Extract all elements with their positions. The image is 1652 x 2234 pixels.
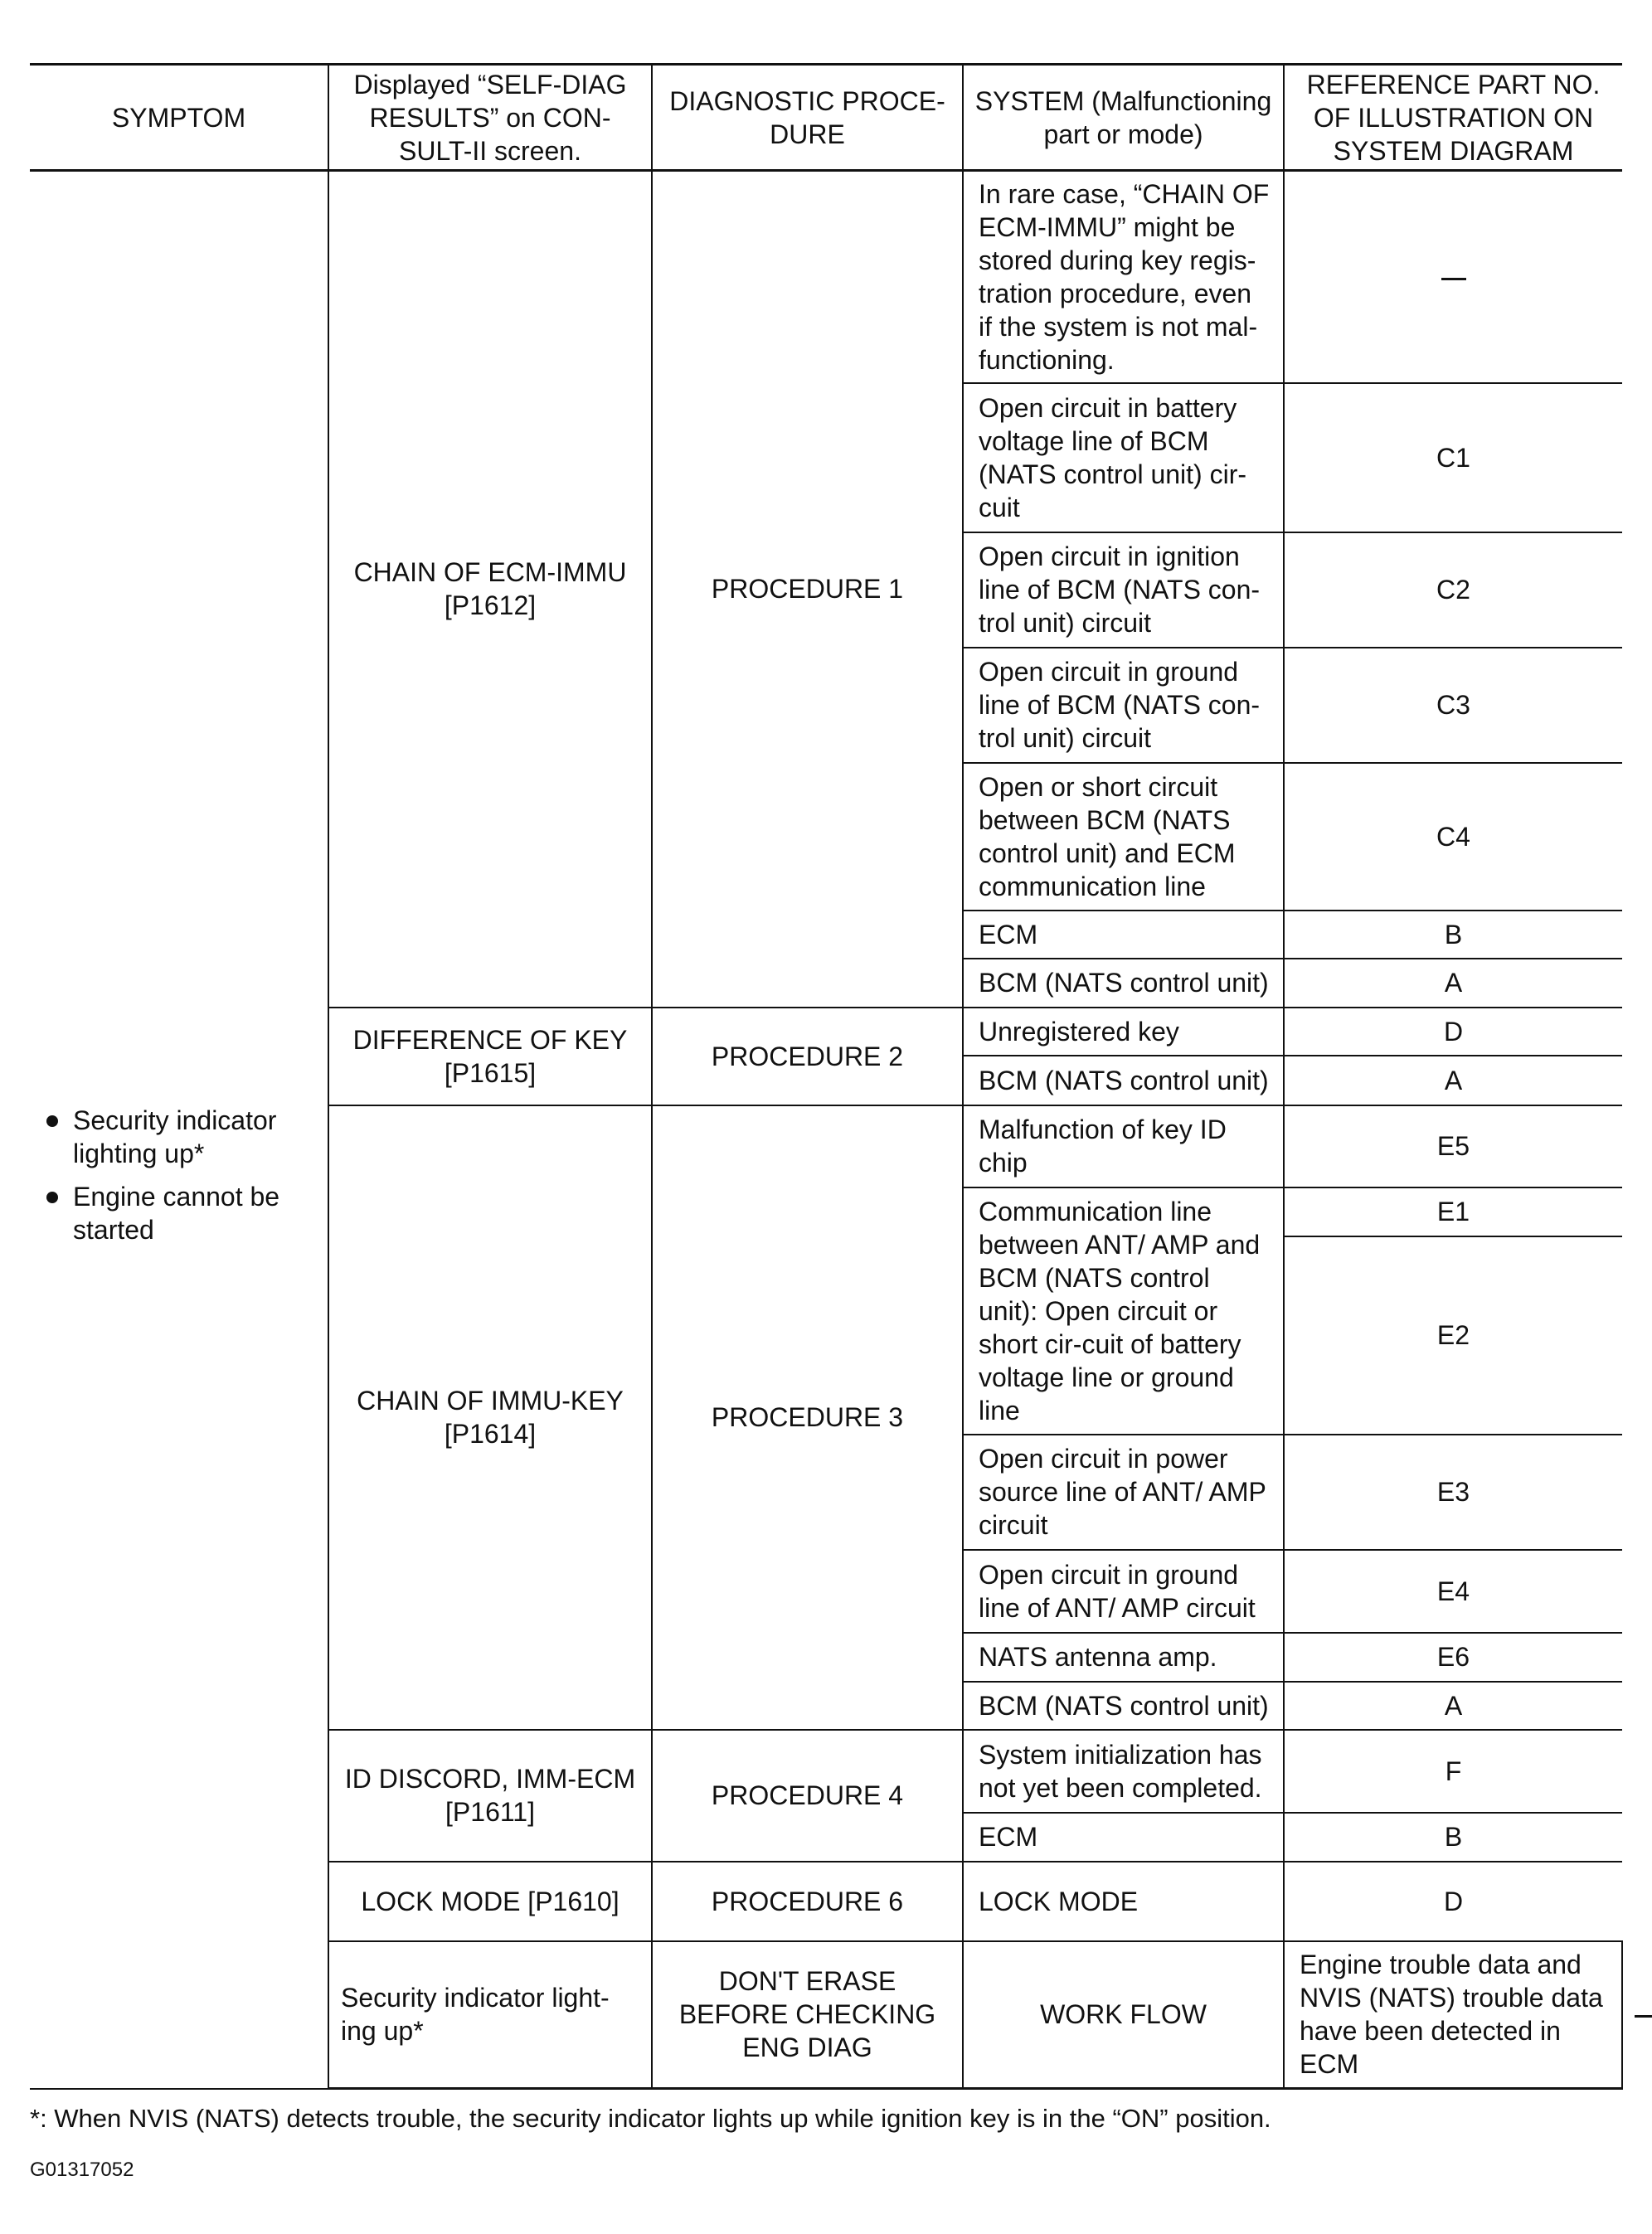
figure-id: G01317052 bbox=[30, 2159, 134, 2181]
reference-cell: D bbox=[1284, 1862, 1622, 1941]
system-cell: Open or short circuit between BCM (NATS control unit) and ECM communication line bbox=[963, 763, 1284, 911]
reference-cell: A bbox=[1284, 959, 1622, 1008]
symptom-list bbox=[41, 1104, 316, 1246]
system-cell: Malfunction of key ID chip bbox=[963, 1105, 1284, 1187]
system-cell: Open circuit in battery voltage line of BCM (NATS control unit) cir-cuit bbox=[963, 383, 1284, 532]
system-cell: Open circuit in ignition line of BCM (NATS con-trol unit) circuit bbox=[963, 532, 1284, 648]
system-cell: Open circuit in power source line of ANT/ AMP circuit bbox=[963, 1435, 1284, 1550]
self-diag-result-cell: CHAIN OF ECM-IMMU [P1612] bbox=[328, 171, 652, 1008]
self-diag-result-cell: CHAIN OF IMMU-KEY [P1614] bbox=[328, 1105, 652, 1730]
reference-cell: C3 bbox=[1284, 648, 1622, 763]
header-self-diag-results: Displayed “SELF-DIAG RESULTS” on CON-SULT-II screen. bbox=[328, 65, 652, 171]
symptom-item: Security indicator lighting up* bbox=[41, 1104, 316, 1170]
procedure-cell: PROCEDURE 1 bbox=[652, 171, 963, 1008]
system-cell: BCM (NATS control unit) bbox=[963, 1682, 1284, 1730]
header-symptom: SYMPTOM bbox=[30, 65, 328, 171]
header-system: SYSTEM (Malfunctioning part or mode) bbox=[963, 65, 1284, 171]
reference-cell: B bbox=[1284, 1813, 1622, 1862]
self-diag-result-cell: DON'T ERASE BEFORE CHECKING ENG DIAG bbox=[652, 1941, 963, 2089]
table-row bbox=[30, 171, 1622, 383]
self-diag-result-cell: ID DISCORD, IMM-ECM [P1611] bbox=[328, 1730, 652, 1862]
system-cell: LOCK MODE bbox=[963, 1862, 1284, 1941]
header-diagnostic-procedure: DIAGNOSTIC PROCE-DURE bbox=[652, 65, 963, 171]
system-cell: System initialization has not yet been completed. bbox=[963, 1730, 1284, 1813]
system-cell: Unregistered key bbox=[963, 1008, 1284, 1056]
self-diag-result-cell: LOCK MODE [P1610] bbox=[328, 1862, 652, 1941]
system-cell: Open circuit in ground line of BCM (NATS con-trol unit) circuit bbox=[963, 648, 1284, 763]
system-cell: NATS antenna amp. bbox=[963, 1633, 1284, 1682]
reference-cell: F bbox=[1284, 1730, 1622, 1813]
reference-cell: E4 bbox=[1284, 1550, 1622, 1633]
system-cell: ECM bbox=[963, 1813, 1284, 1862]
symptom-cell bbox=[30, 171, 328, 2089]
system-cell: In rare case, “CHAIN OF ECM-IMMU” might be stored during key regis-tration procedure, even if the system is not mal-functioning. bbox=[963, 171, 1284, 383]
reference-cell: E1 bbox=[1284, 1187, 1622, 1236]
reference-cell: A bbox=[1284, 1056, 1622, 1105]
dash-mark bbox=[1635, 2015, 1652, 2018]
symptom-item: Engine cannot be started bbox=[41, 1180, 316, 1246]
system-cell: BCM (NATS control unit) bbox=[963, 959, 1284, 1008]
reference-cell: E6 bbox=[1284, 1633, 1622, 1682]
procedure-cell: WORK FLOW bbox=[963, 1941, 1284, 2089]
system-cell: Engine trouble data and NVIS (NATS) trouble data have been detected in ECM bbox=[1284, 1941, 1622, 2089]
system-cell: ECM bbox=[963, 911, 1284, 959]
procedure-cell: PROCEDURE 4 bbox=[652, 1730, 963, 1862]
reference-cell: C1 bbox=[1284, 383, 1622, 532]
reference-cell: E3 bbox=[1284, 1435, 1622, 1550]
diagnosis-table bbox=[30, 63, 1622, 2090]
reference-cell: B bbox=[1284, 911, 1622, 959]
reference-cell: D bbox=[1284, 1008, 1622, 1056]
footnote: *: When NVIS (NATS) detects trouble, the security indicator lights up while ignition key is in the “ON” position. bbox=[30, 2104, 1271, 2133]
procedure-cell: PROCEDURE 3 bbox=[652, 1105, 963, 1730]
reference-cell: C4 bbox=[1284, 763, 1622, 911]
system-cell: BCM (NATS control unit) bbox=[963, 1056, 1284, 1105]
dash-mark bbox=[1441, 278, 1466, 280]
header-row bbox=[30, 65, 1622, 171]
reference-cell: E5 bbox=[1284, 1105, 1622, 1187]
symptom-cell: Security indicator light-ing up* bbox=[328, 1941, 652, 2089]
reference-cell: C2 bbox=[1284, 532, 1622, 648]
reference-cell: E2 bbox=[1284, 1236, 1622, 1435]
reference-cell bbox=[1284, 171, 1622, 383]
self-diag-result-cell: DIFFERENCE OF KEY [P1615] bbox=[328, 1008, 652, 1105]
header-reference-part: REFERENCE PART NO. OF ILLUSTRATION ON SYSTEM DIAGRAM bbox=[1284, 65, 1622, 171]
reference-cell: A bbox=[1284, 1682, 1622, 1730]
procedure-cell: PROCEDURE 6 bbox=[652, 1862, 963, 1941]
procedure-cell: PROCEDURE 2 bbox=[652, 1008, 963, 1105]
system-cell: Open circuit in ground line of ANT/ AMP circuit bbox=[963, 1550, 1284, 1633]
system-cell: Communication line between ANT/ AMP and BCM (NATS control unit): Open circuit or short cir-cuit of battery voltage line or ground line bbox=[963, 1187, 1284, 1435]
